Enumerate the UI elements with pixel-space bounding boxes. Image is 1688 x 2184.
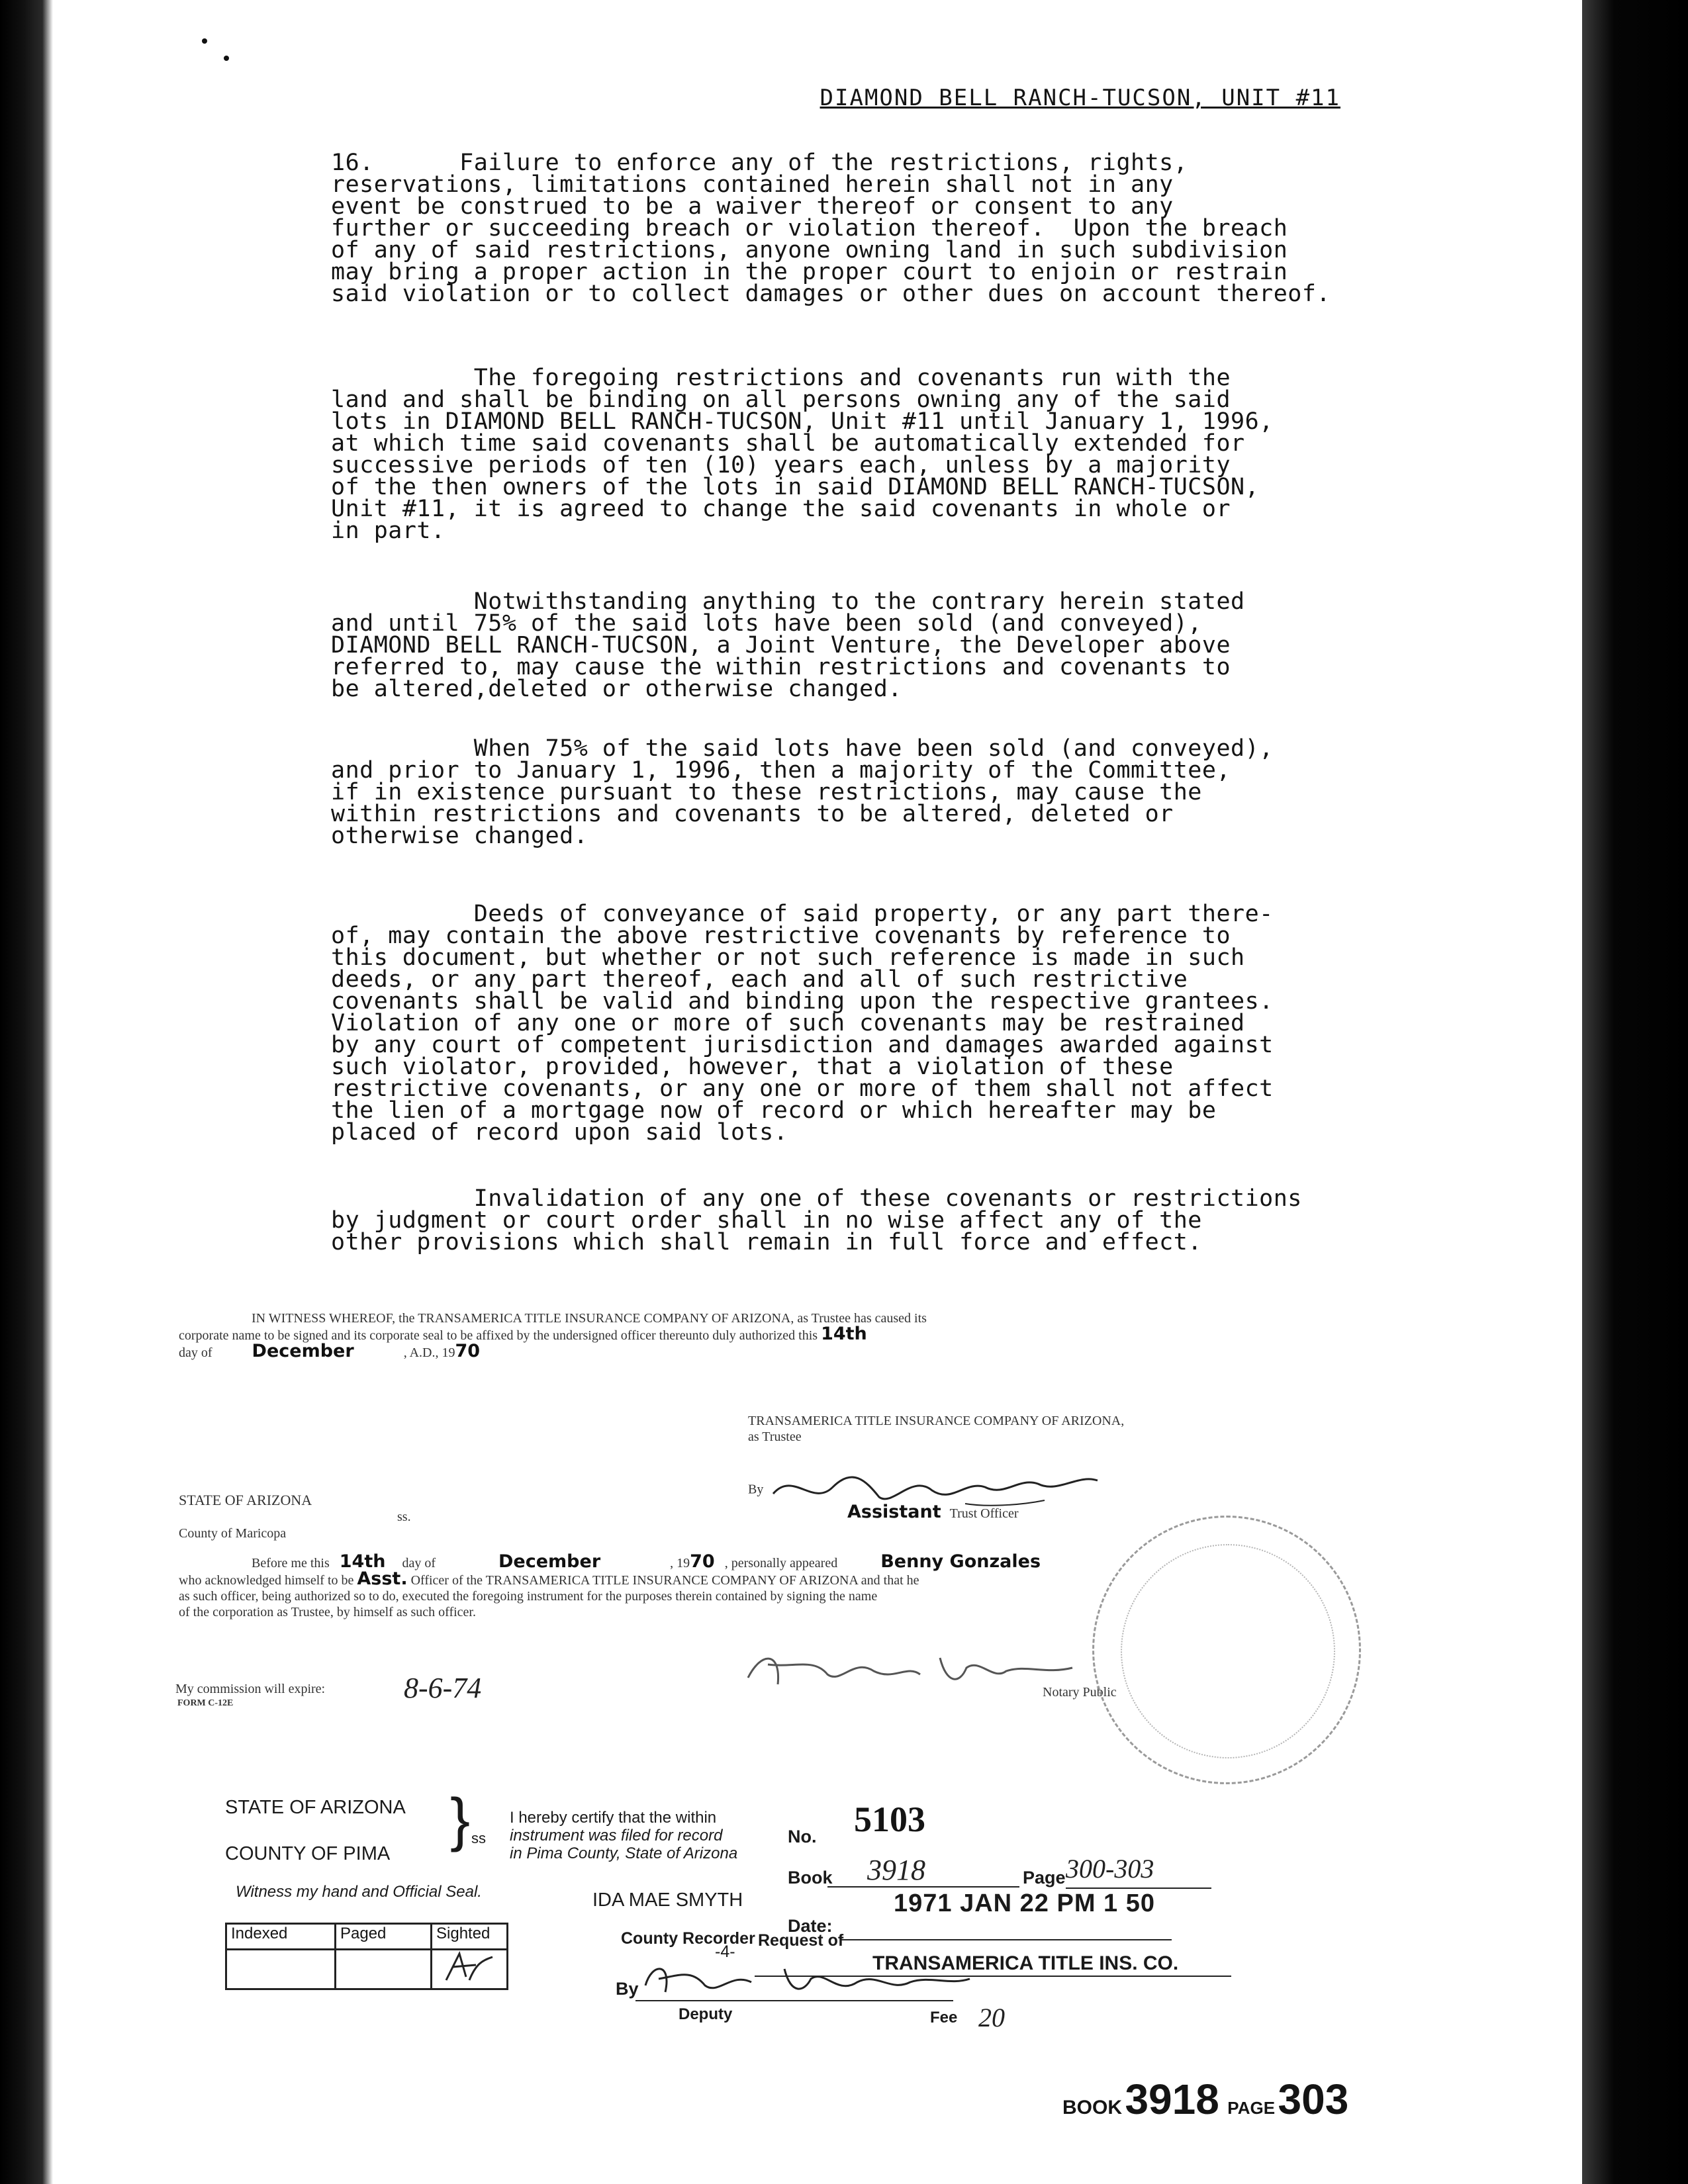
paragraph-invalidation: Invalidation of any one of these covenants or restrictions by judgment or court order shall in no wise affect any of the other provisions which shall remain in full force and effect.	[331, 1185, 1302, 1255]
form-number: FORM C-12E	[177, 1698, 234, 1708]
as-trustee-label: as Trustee	[748, 1430, 802, 1444]
trustee-company: TRANSAMERICA TITLE INSURANCE COMPANY OF ARIZONA,	[748, 1414, 1125, 1428]
witness-line-3	[179, 1343, 1278, 1361]
notary-month: December	[498, 1551, 601, 1572]
officer-title: Assistant	[847, 1502, 941, 1522]
paragraph-notwithstanding: Notwithstanding anything to the contrary herein stated and until 75% of the said lots have been sold (and conveyed), DIAMOND BELL RANCH-TUCSON, a Joint Venture, the Developer above referred to, may cause the within restrictions and covenants to be altered,deleted or otherwise changed.	[331, 588, 1245, 702]
index-table-header	[226, 1924, 508, 1950]
recording-book: 3918	[827, 1853, 1019, 1888]
index-cell	[432, 1950, 508, 1989]
recording-date: 1971 JAN 22 PM 1 50	[894, 1889, 1156, 1917]
recording-witness: Witness my hand and Official Seal.	[236, 1883, 482, 1901]
fee-label: Fee	[930, 2009, 958, 2026]
index-cell	[336, 1950, 432, 1989]
by-deputy-label: By	[616, 1979, 639, 1999]
notary-day: 14th	[339, 1551, 386, 1572]
commission-label: My commission will expire:	[175, 1682, 326, 1696]
officer-suffix: Trust Officer	[949, 1506, 1019, 1521]
notary-seal-icon	[1092, 1516, 1361, 1784]
date-underline	[841, 1939, 1172, 1940]
recording-page-label: Page	[1023, 1868, 1066, 1888]
witness-year: 70	[455, 1341, 481, 1361]
deputy-label: Deputy	[679, 2005, 733, 2023]
paragraph-16: 16. Failure to enforce any of the restrictions, rights, reservations, limitations contained herein shall not in any event be construed to be a waiver thereof or consent to any further or succeeding breach or violation thereof. Upon the breach of any of said restrictions, anyone owning land in such subdivision may bring a proper action in the proper court to enjoin or restrain said violation or to collect damages or other dues on account thereof.	[331, 150, 1331, 307]
index-header-indexed: Indexed	[226, 1924, 336, 1950]
notary-line-4: of the corporation as Trustee, by himself as such officer.	[179, 1605, 476, 1619]
notary-ss: ss.	[397, 1510, 411, 1524]
notary-line-2b: Officer of the TRANSAMERICA TITLE INSURANCE COMPANY OF ARIZONA and that he	[410, 1573, 919, 1588]
book-page-stamp	[1062, 2075, 1348, 2124]
recording-number: 5103	[854, 1799, 925, 1839]
paragraph-foregoing-restrictions: The foregoing restrictions and covenants run with the land and shall be binding on all persons owning any of the said lots in DIAMOND BELL RANCH-TUCSON, Unit #11 until January 1, 1996, at which time said covenants shall be automatically extended for successive periods of ten (10) years each, unless by a majority of the then owners of the lots in said DIAMOND BELL RANCH-TUCSON, Unit #11, it is agreed to change the said covenants in whole or in part.	[331, 365, 1274, 544]
commission-date: 8-6-74	[404, 1672, 482, 1704]
index-header-sighted: Sighted	[432, 1924, 508, 1950]
notary-title: Asst.	[357, 1569, 408, 1589]
recording-date-label: Date:	[788, 1916, 833, 1936]
before-me-label: Before me this	[252, 1556, 330, 1570]
initials-mark-icon	[436, 1950, 496, 1983]
brace-icon: }	[450, 1787, 471, 1853]
notary-signature	[741, 1638, 1086, 1698]
scan-left-edge	[0, 0, 53, 2184]
witness-day: 14th	[821, 1324, 867, 1344]
paragraph-deeds-of-conveyance: Deeds of conveyance of said property, or any part there- of, may contain the above restrictive covenants by reference to this document, but whether or not such reference is made in such deeds, or any part thereof, each and all of such restrictive covenants shall be valid and binding upon the respective grantees. Violation of any one or more of such covenants may be restrained by any court of competent jurisdiction and damages awarded against such violator, provided, however, that a violation of these restrictive covenants, or any one or more of them shall not affect the lien of a mortgage now of record or which hereafter may be placed of record upon said lots.	[331, 901, 1274, 1146]
notary-public-label: Notary Public	[1043, 1685, 1117, 1700]
witness-clause	[179, 1310, 1278, 1361]
scan-right-edge	[1582, 0, 1688, 2184]
notary-person: Benny Gonzales	[880, 1551, 1041, 1572]
certify-statement	[510, 1809, 737, 1862]
deputy-underline	[635, 2000, 953, 2001]
recording-ss: ss	[471, 1830, 486, 1846]
requester-name: TRANSAMERICA TITLE INS. CO.	[872, 1952, 1179, 1974]
request-of-label: Request of	[758, 1931, 844, 1950]
witness-month: December	[252, 1341, 354, 1361]
page-marker: -4-	[715, 1942, 735, 1961]
personally-appeared: , personally appeared	[724, 1556, 838, 1570]
document-header: DIAMOND BELL RANCH-TUCSON, UNIT #11	[820, 85, 1340, 111]
day-of-label: day of	[179, 1345, 212, 1360]
notary-year: 70	[690, 1551, 715, 1572]
by-label: By	[748, 1482, 764, 1497]
index-cell	[226, 1950, 336, 1989]
recorder-name: IDA MAE SMYTH	[592, 1889, 743, 1911]
scan-speck	[224, 56, 229, 61]
scan-speck	[202, 38, 207, 44]
witness-line-1: IN WITNESS WHEREOF, the TRANSAMERICA TITLE INSURANCE COMPANY OF ARIZONA, as Trustee has caused its	[252, 1311, 927, 1326]
notary-day-of: day of	[402, 1556, 436, 1570]
index-header-paged: Paged	[336, 1924, 432, 1950]
recording-state: STATE OF ARIZONA	[225, 1797, 406, 1818]
notary-line-3: as such officer, being authorized so to do, executed the foregoing instrument for the purposes therein contained by signing the name	[179, 1589, 878, 1604]
index-table	[225, 1923, 508, 1990]
recording-no-label: No.	[788, 1827, 817, 1846]
deputy-signature	[639, 1956, 983, 2002]
fee-value: 20	[978, 2003, 1005, 2032]
paragraph-when-75-percent: When 75% of the said lots have been sold (and conveyed), and prior to January 1, 1996, then a majority of the Committee, if in existence pursuant to these restrictions, may cause the within restrictions and covenants to be altered, deleted or otherwise changed.	[331, 735, 1274, 849]
notary-state: STATE OF ARIZONA	[179, 1492, 312, 1508]
stamp-page: 303	[1278, 2075, 1349, 2123]
ad-label: , A.D., 19	[403, 1345, 455, 1360]
stamp-book-label: BOOK	[1062, 2097, 1122, 2118]
stamp-page-label: PAGE	[1227, 2098, 1276, 2118]
trustee-signature-block	[748, 1413, 1324, 1522]
recording-county: COUNTY OF PIMA	[225, 1843, 391, 1864]
recorder-title: County Recorder	[621, 1929, 755, 1948]
notary-line-2a: who acknowledged himself to be	[179, 1573, 354, 1588]
recording-book-label: Book	[788, 1868, 833, 1888]
stamp-book: 3918	[1125, 2075, 1219, 2123]
notary-county: County of Maricopa	[179, 1526, 287, 1541]
certify-line-3: in Pima County, State of Arizona	[510, 1844, 738, 1862]
certify-line-1: I hereby certify that the within	[510, 1809, 717, 1827]
recording-page: 300-303	[1066, 1853, 1211, 1889]
index-table-row	[226, 1950, 508, 1989]
certify-line-2: instrument was filed for record	[510, 1827, 723, 1844]
witness-line-2-text: corporate name to be signed and its corporate seal to be affixed by the undersigned officer thereunto duly authorized this	[179, 1328, 818, 1343]
notary-year-prefix: , 19	[670, 1556, 690, 1570]
